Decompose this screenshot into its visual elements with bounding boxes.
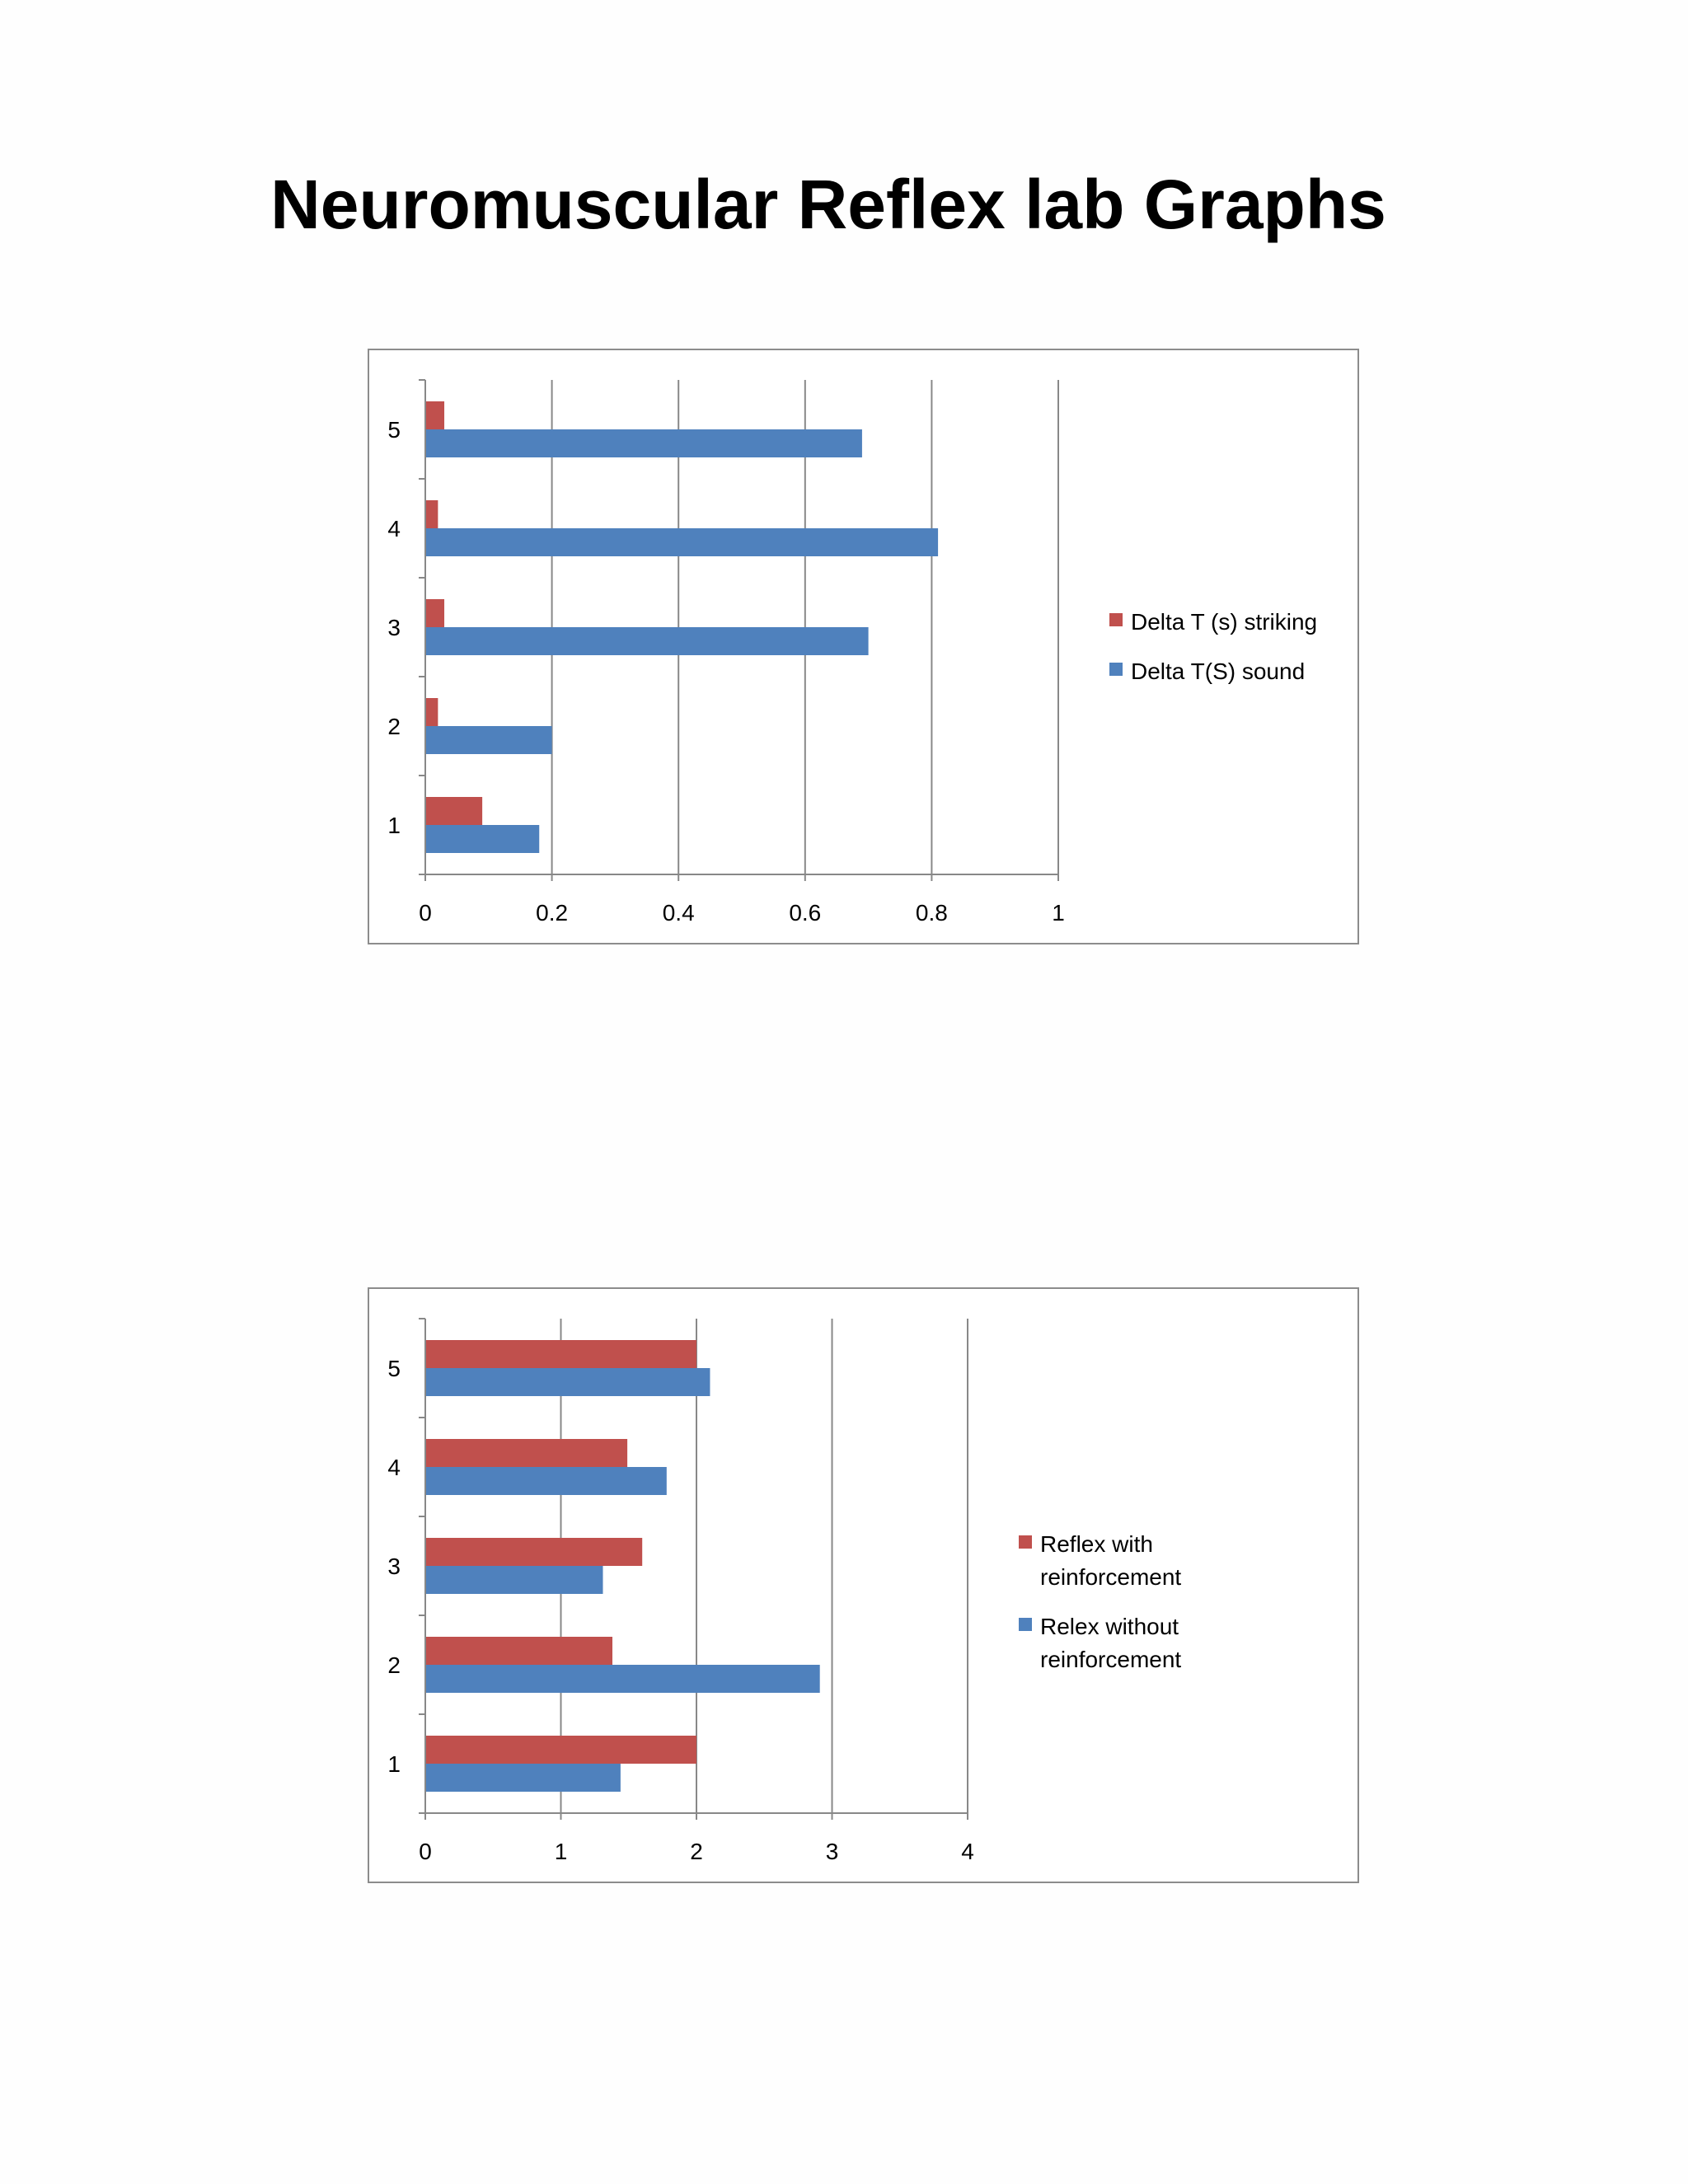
bar: [426, 1736, 696, 1764]
x-tick-label: 1: [554, 1839, 568, 1864]
x-tick-label: 0: [419, 1839, 432, 1864]
legend-item: [1019, 1528, 1225, 1594]
y-tick-label: 1: [387, 813, 401, 838]
y-tick-label: 1: [387, 1751, 401, 1777]
bar: [426, 599, 444, 627]
bar: [426, 726, 552, 754]
legend-swatch: [1019, 1618, 1032, 1631]
chart-reaction-time-plot: [369, 350, 1361, 946]
bar: [426, 797, 482, 825]
bar: [426, 1538, 642, 1566]
bar: [426, 1340, 696, 1368]
chart-reflex-reinforcement: [368, 1287, 1359, 1883]
bar: [426, 1637, 612, 1665]
bar: [426, 1764, 621, 1792]
bar: [426, 429, 862, 457]
y-tick-label: 4: [387, 516, 401, 541]
x-tick-label: 4: [961, 1839, 974, 1864]
page-title: Neuromuscular Reflex lab Graphs: [270, 166, 1386, 243]
bar: [426, 825, 539, 853]
x-tick-label: 1: [1052, 900, 1065, 926]
bar: [426, 698, 438, 726]
y-tick-label: 4: [387, 1455, 401, 1480]
bar: [426, 1368, 710, 1396]
bar: [426, 627, 869, 655]
bar: [426, 500, 438, 528]
y-tick-label: 5: [387, 1356, 401, 1381]
x-tick-label: 3: [825, 1839, 839, 1864]
y-tick-label: 2: [387, 714, 401, 739]
y-tick-label: 3: [387, 615, 401, 640]
legend-item: [1109, 606, 1357, 639]
x-tick-label: 0: [419, 900, 432, 926]
legend-swatch: [1019, 1535, 1032, 1549]
legend-label: Reflex with reinforcement: [1040, 1531, 1182, 1590]
legend-label: Delta T(S) sound: [1131, 658, 1306, 684]
legend-item: [1109, 655, 1357, 688]
x-tick-label: 2: [690, 1839, 703, 1864]
legend-swatch: [1109, 613, 1123, 626]
chart-reaction-time: [368, 349, 1359, 944]
y-tick-label: 3: [387, 1554, 401, 1579]
x-tick-label: 0.4: [662, 900, 695, 926]
bar: [426, 1439, 627, 1467]
bar: [426, 1467, 667, 1495]
bar: [426, 1665, 820, 1693]
bar: [426, 1566, 603, 1594]
legend-label: Relex without reinforcement: [1040, 1614, 1182, 1672]
legend-item: [1019, 1610, 1225, 1676]
x-tick-label: 0.8: [915, 900, 948, 926]
bar: [426, 528, 938, 556]
y-tick-label: 5: [387, 417, 401, 443]
x-tick-label: 0.2: [536, 900, 569, 926]
bar: [426, 401, 444, 429]
legend-swatch: [1109, 663, 1123, 676]
x-tick-label: 0.6: [789, 900, 822, 926]
legend-label: Delta T (s) striking: [1131, 609, 1318, 635]
y-tick-label: 2: [387, 1652, 401, 1678]
